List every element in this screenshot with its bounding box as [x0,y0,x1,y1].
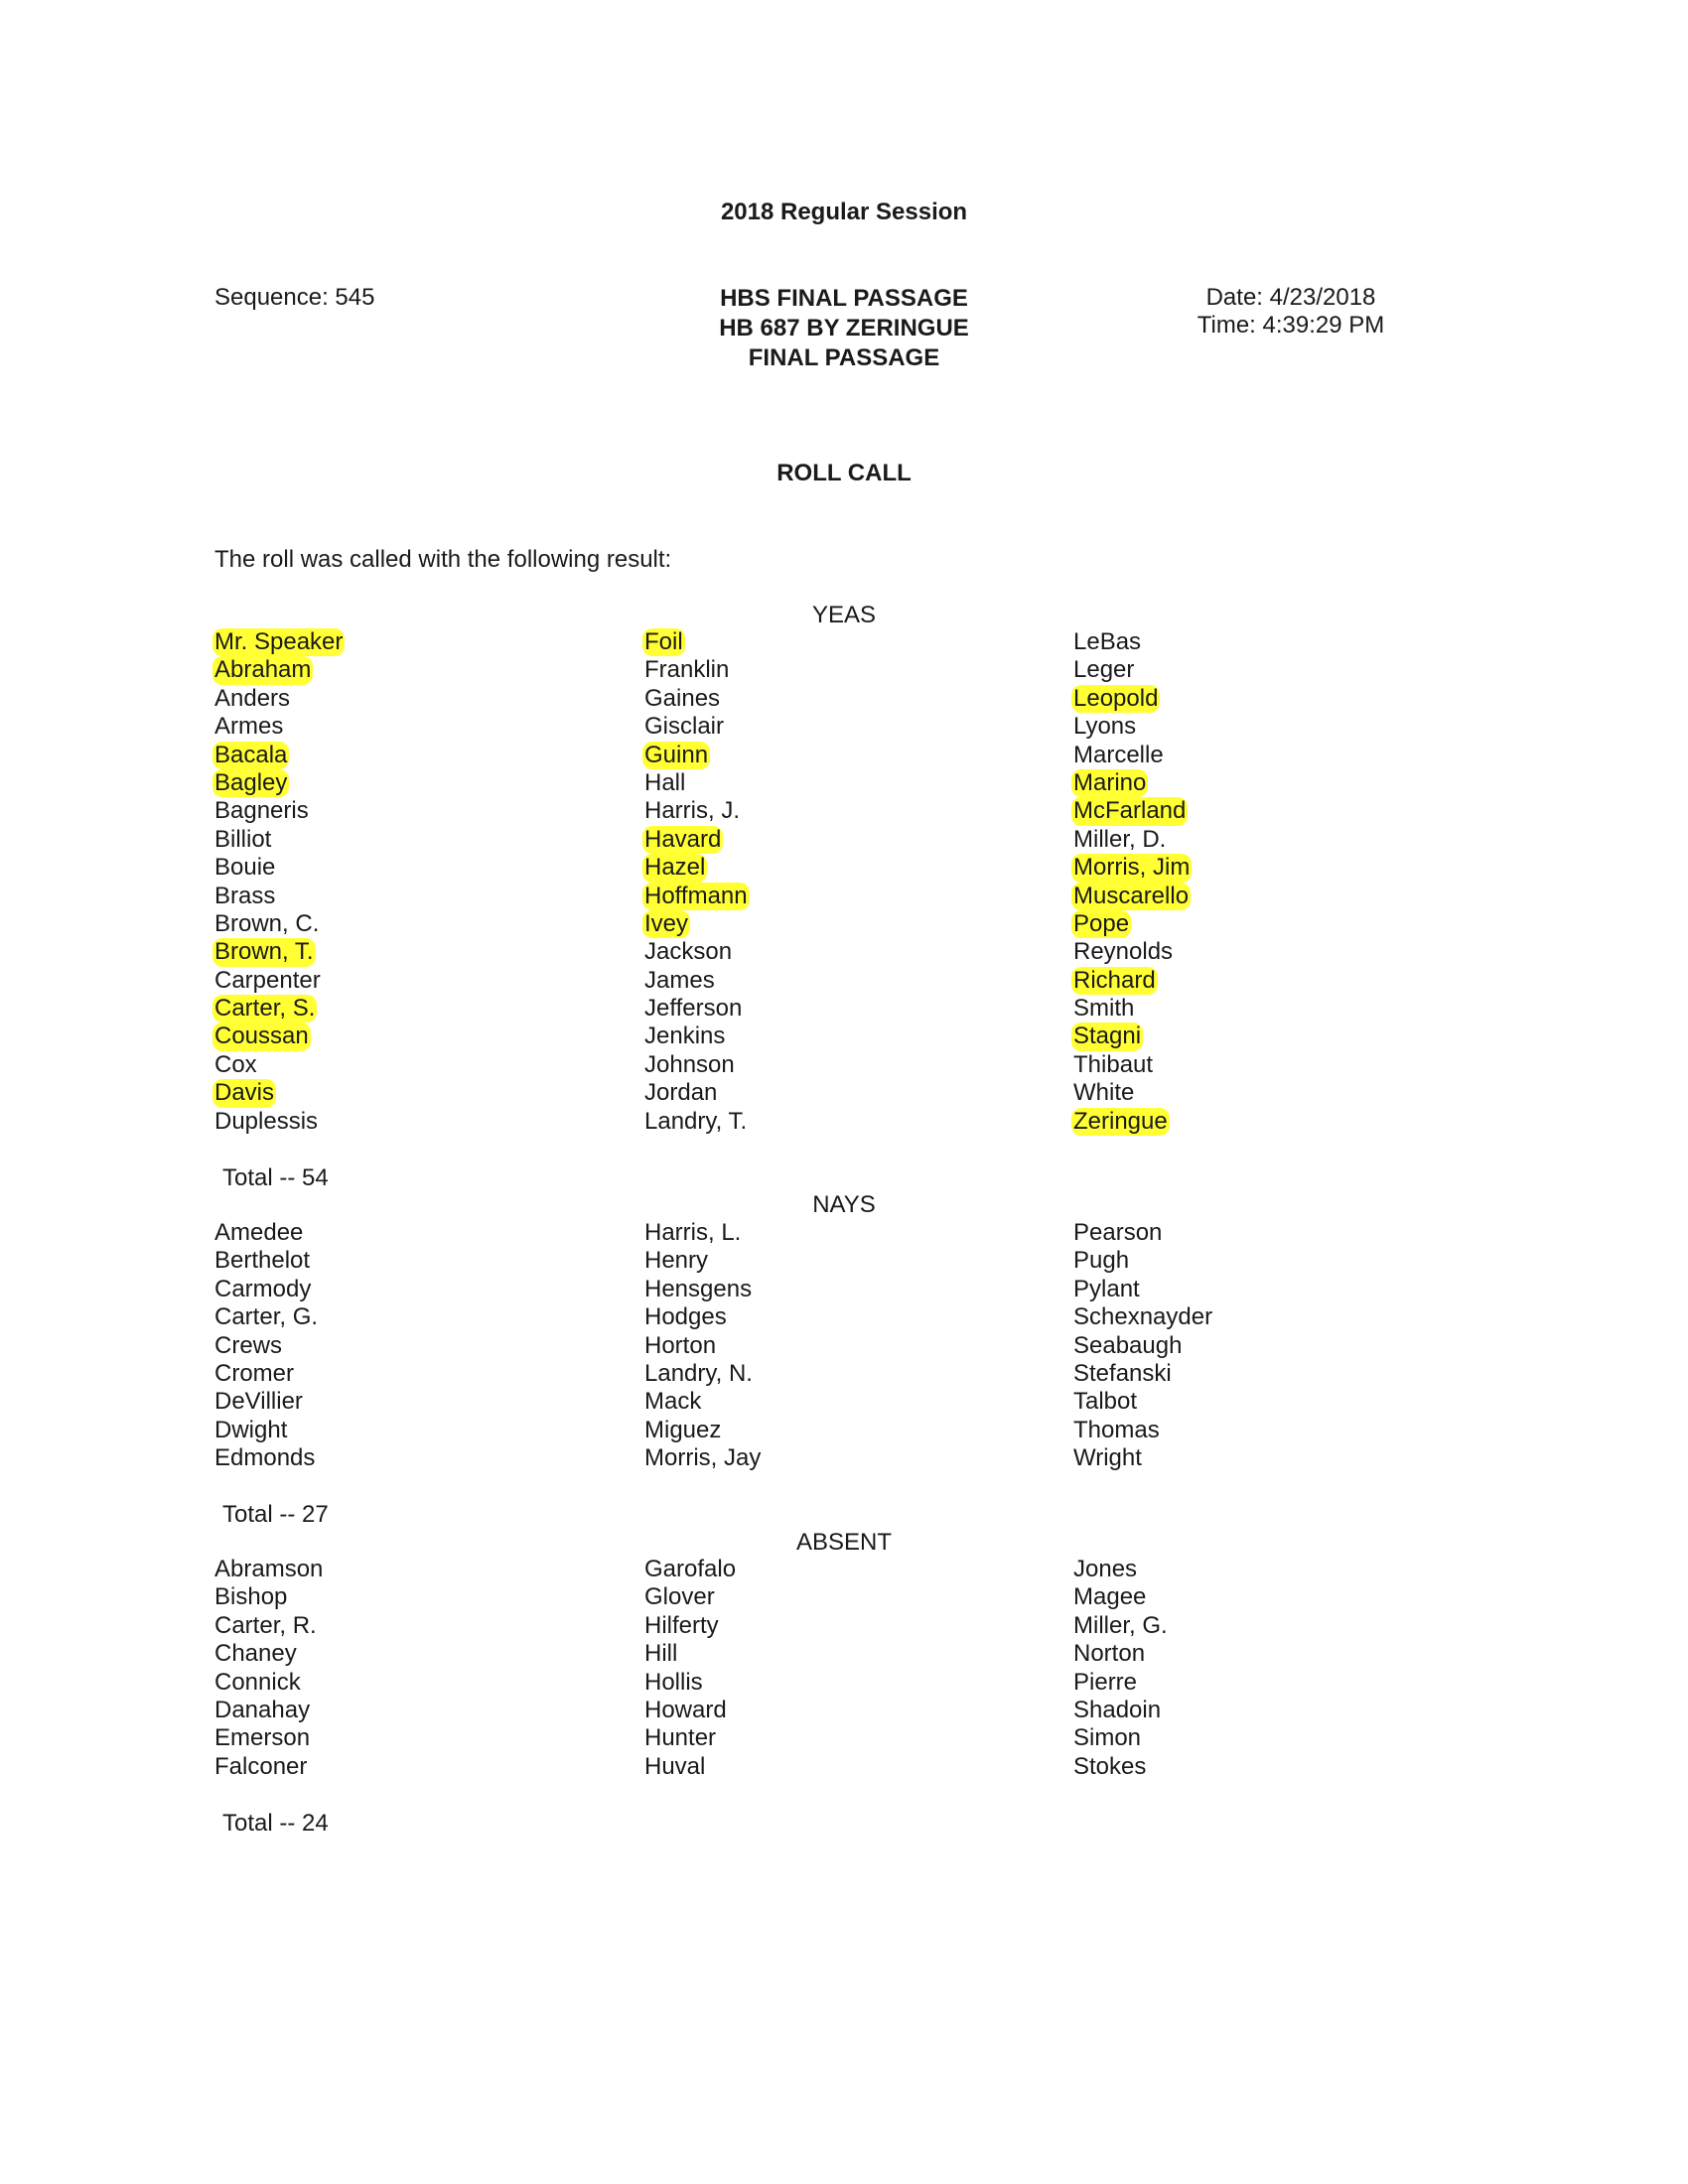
yeas-member-row [644,628,750,656]
yeas-member-row [1073,826,1192,854]
yeas-total: Total -- 54 [222,1164,329,1191]
absent-column-1 [214,1556,325,1781]
yeas-member-row [214,826,345,854]
yeas-member-row [1073,995,1192,1023]
nays-member-row [644,1276,763,1303]
yeas-member-row [644,742,750,769]
member-name: Hunter [644,1724,717,1752]
member-name: Connick [214,1668,301,1696]
highlighted-member-name: Carter, S. [214,995,316,1023]
highlighted-member-name: Hoffmann [644,882,748,909]
member-name: Thomas [1073,1416,1160,1443]
yeas-member-row [644,910,750,938]
absent-member-row [1073,1640,1170,1668]
yeas-member-row [1073,713,1192,741]
yeas-member-row [644,1108,750,1136]
member-name: Miguez [644,1416,722,1443]
nays-total: Total -- 27 [222,1501,329,1528]
motion-line-1: HBS FINAL PASSAGE [720,285,968,312]
member-name: Landry, T. [644,1107,748,1135]
nays-member-row [214,1360,320,1388]
highlighted-member-name: Richard [1073,966,1156,994]
member-name: Pylant [1073,1275,1140,1302]
yeas-member-row [644,883,750,910]
member-name: Miller, D. [1073,825,1167,853]
member-name: Stefanski [1073,1359,1172,1387]
member-name: Lyons [1073,713,1137,741]
yeas-member-row [1073,769,1192,797]
member-name: LeBas [1073,628,1142,655]
yeas-column-2 [644,628,750,1136]
yeas-member-row [214,1051,345,1079]
yeas-member-row [214,1023,345,1050]
member-name: Leger [1073,656,1135,684]
nays-member-row [214,1332,320,1360]
highlighted-member-name: Stagni [1073,1023,1142,1050]
member-name: Bagneris [214,797,309,825]
absent-member-row [214,1583,325,1611]
yeas-member-row [644,854,750,882]
nays-column-1 [214,1219,320,1473]
member-name: White [1073,1079,1135,1107]
highlighted-member-name: Coussan [214,1023,309,1050]
nays-member-row [214,1444,320,1472]
absent-member-row [1073,1669,1170,1697]
yeas-label: YEAS [811,602,877,628]
member-name: Harris, J. [644,797,740,825]
member-name: Pierre [1073,1668,1138,1696]
highlighted-member-name: Muscarello [1073,882,1190,909]
highlighted-member-name: Zeringue [1073,1107,1168,1135]
member-name: Hodges [644,1303,727,1331]
member-name: Franklin [644,656,730,684]
highlighted-member-name: Davis [214,1079,275,1107]
absent-member-row [214,1724,325,1752]
yeas-member-row [1073,1051,1192,1079]
absent-member-row [214,1669,325,1697]
absent-total: Total -- 24 [222,1810,329,1837]
member-name: Chaney [214,1640,297,1668]
nays-member-row [1073,1388,1214,1416]
member-name: Berthelot [214,1247,311,1275]
member-name: Magee [1073,1583,1147,1611]
motion-line-2: HB 687 BY ZERINGUE [719,315,969,341]
yeas-member-row [644,826,750,854]
member-name: Stokes [1073,1752,1147,1780]
highlighted-member-name: Abraham [214,656,312,684]
member-name: Dwight [214,1416,288,1443]
member-name: Jones [1073,1556,1138,1582]
member-name: Morris, Jay [644,1444,762,1472]
yeas-member-row [1073,742,1192,769]
date-time-block [1132,284,1450,340]
absent-label: ABSENT [795,1529,893,1556]
nays-member-row [644,1303,763,1331]
absent-member-row [644,1753,738,1781]
member-name: Falconer [214,1752,308,1780]
highlighted-member-name: Mr. Speaker [214,628,344,655]
highlighted-member-name: Leopold [1073,684,1159,712]
member-name: Duplessis [214,1107,319,1135]
member-name: Jordan [644,1079,718,1107]
highlighted-member-name: Pope [1073,909,1130,937]
vote-time: Time: 4:39:29 PM [1196,312,1385,339]
absent-member-row [1073,1724,1170,1752]
yeas-member-row [214,854,345,882]
member-name: Jenkins [644,1023,726,1050]
nays-member-row [1073,1444,1214,1472]
yeas-member-row [1073,797,1192,825]
member-name: Reynolds [1073,938,1174,966]
yeas-member-row [214,769,345,797]
member-name: Jackson [644,938,733,966]
member-name: Gaines [644,684,721,712]
yeas-column-1 [214,628,345,1136]
member-name: Hill [644,1640,678,1668]
nays-member-row [1073,1247,1214,1275]
absent-member-row [644,1669,738,1697]
member-name: Jefferson [644,995,743,1023]
member-name: Anders [214,684,291,712]
member-name: Cromer [214,1359,295,1387]
highlighted-member-name: Havard [644,825,722,853]
member-name: Harris, L. [644,1219,742,1246]
motion-header [596,284,1092,373]
member-name: Hollis [644,1668,703,1696]
member-name: Thibaut [1073,1050,1154,1078]
yeas-member-row [1073,883,1192,910]
yeas-member-row [1073,1108,1192,1136]
yeas-member-row [644,713,750,741]
highlighted-member-name: McFarland [1073,797,1187,825]
member-name: Bouie [214,854,276,882]
nays-member-row [1073,1219,1214,1247]
member-name: Miller, G. [1073,1611,1168,1639]
member-name: Hall [644,768,686,796]
member-name: Glover [644,1583,715,1611]
member-name: Seabaugh [1073,1331,1183,1359]
absent-column-2 [644,1556,738,1781]
highlighted-member-name: Guinn [644,741,709,768]
yeas-member-row [644,995,750,1023]
nays-member-row [644,1247,763,1275]
member-name: Garofalo [644,1556,737,1582]
member-name: Pearson [1073,1219,1163,1246]
yeas-member-row [214,938,345,966]
member-name: Huval [644,1752,706,1780]
yeas-member-row [644,685,750,713]
yeas-member-row [214,910,345,938]
sequence-number: Sequence: 545 [214,284,375,311]
yeas-member-row [1073,938,1192,966]
member-name: Hensgens [644,1275,753,1302]
absent-member-row [644,1640,738,1668]
member-name: Wright [1073,1444,1142,1472]
member-name: Cox [214,1050,257,1078]
absent-member-row [644,1697,738,1724]
member-name: Carter, R. [214,1611,317,1639]
yeas-member-row [214,967,345,995]
member-name: Armes [214,713,284,741]
absent-member-row [214,1640,325,1668]
nays-member-row [214,1417,320,1444]
yeas-member-row [644,797,750,825]
member-name: Crews [214,1331,283,1359]
highlighted-member-name: Brown, T. [214,938,314,966]
yeas-member-row [214,656,345,684]
member-name: Horton [644,1331,717,1359]
member-name: Billiot [214,825,272,853]
member-name: James [644,966,715,994]
member-name: Mack [644,1388,702,1416]
absent-member-row [1073,1556,1170,1583]
nays-member-row [644,1332,763,1360]
roll-call-title: ROLL CALL [776,460,912,486]
yeas-member-row [214,742,345,769]
nays-member-row [644,1360,763,1388]
nays-column-3 [1073,1219,1214,1473]
member-name: Hilferty [644,1611,719,1639]
member-name: Smith [1073,995,1135,1023]
member-name: Gisclair [644,713,725,741]
member-name: Norton [1073,1640,1146,1668]
absent-member-row [214,1753,325,1781]
absent-member-row [644,1612,738,1640]
member-name: Howard [644,1696,727,1723]
member-name: Landry, N. [644,1359,753,1387]
member-name: Henry [644,1247,709,1275]
nays-member-row [214,1276,320,1303]
yeas-member-row [214,685,345,713]
yeas-member-row [1073,656,1192,684]
absent-column-3 [1073,1556,1170,1781]
absent-member-row [1073,1612,1170,1640]
yeas-member-row [1073,1023,1192,1050]
yeas-member-row [1073,1079,1192,1107]
yeas-member-row [1073,628,1192,656]
absent-member-row [644,1556,738,1583]
member-name: Danahay [214,1696,311,1723]
member-name: Carpenter [214,966,321,994]
member-name: Johnson [644,1050,735,1078]
nays-member-row [214,1247,320,1275]
member-name: Abramson [214,1556,324,1582]
yeas-member-row [214,1079,345,1107]
yeas-member-row [214,995,345,1023]
yeas-member-row [214,797,345,825]
absent-member-row [1073,1697,1170,1724]
absent-member-row [214,1697,325,1724]
absent-member-row [214,1612,325,1640]
nays-member-row [644,1444,763,1472]
member-name: Shadoin [1073,1696,1162,1723]
roll-intro: The roll was called with the following result: [214,546,672,573]
nays-member-row [1073,1332,1214,1360]
nays-member-row [1073,1360,1214,1388]
yeas-member-row [644,967,750,995]
nays-member-row [644,1417,763,1444]
yeas-member-row [1073,910,1192,938]
nays-member-row [644,1388,763,1416]
absent-member-row [1073,1583,1170,1611]
member-name: Simon [1073,1724,1142,1752]
nays-member-row [214,1303,320,1331]
yeas-member-row [644,769,750,797]
nays-member-row [1073,1303,1214,1331]
yeas-column-3 [1073,628,1192,1136]
member-name: Amedee [214,1219,304,1246]
member-name: Bishop [214,1583,288,1611]
nays-column-2 [644,1219,763,1473]
member-name: Talbot [1073,1388,1138,1416]
nays-member-row [1073,1417,1214,1444]
vote-date: Date: 4/23/2018 [1205,284,1376,311]
yeas-member-row [644,1079,750,1107]
highlighted-member-name: Hazel [644,854,706,882]
yeas-member-row [1073,685,1192,713]
highlighted-member-name: Bacala [214,741,288,768]
absent-member-row [1073,1753,1170,1781]
member-name: Brown, C. [214,909,320,937]
absent-member-row [644,1724,738,1752]
highlighted-member-name: Bagley [214,768,288,796]
yeas-member-row [214,1108,345,1136]
absent-member-row [644,1583,738,1611]
nays-member-row [1073,1276,1214,1303]
highlighted-member-name: Morris, Jim [1073,854,1191,882]
motion-line-3: FINAL PASSAGE [748,344,940,371]
yeas-member-row [644,656,750,684]
member-name: Edmonds [214,1444,316,1472]
yeas-member-row [1073,967,1192,995]
yeas-member-row [1073,854,1192,882]
member-name: Marcelle [1073,741,1164,768]
absent-member-row [214,1556,325,1583]
highlighted-member-name: Foil [644,628,683,655]
member-name: Brass [214,882,276,909]
member-name: DeVillier [214,1388,303,1416]
nays-member-row [644,1219,763,1247]
highlighted-member-name: Marino [1073,768,1147,796]
member-name: Emerson [214,1724,311,1752]
session-title: 2018 Regular Session [720,199,968,225]
yeas-member-row [214,713,345,741]
yeas-member-row [644,938,750,966]
member-name: Pugh [1073,1247,1130,1275]
yeas-member-row [644,1051,750,1079]
highlighted-member-name: Ivey [644,909,689,937]
nays-label: NAYS [812,1191,876,1218]
nays-member-row [214,1219,320,1247]
yeas-member-row [214,883,345,910]
yeas-member-row [214,628,345,656]
yeas-member-row [644,1023,750,1050]
nays-member-row [214,1388,320,1416]
member-name: Schexnayder [1073,1303,1213,1331]
member-name: Carmody [214,1275,312,1302]
member-name: Carter, G. [214,1303,319,1331]
